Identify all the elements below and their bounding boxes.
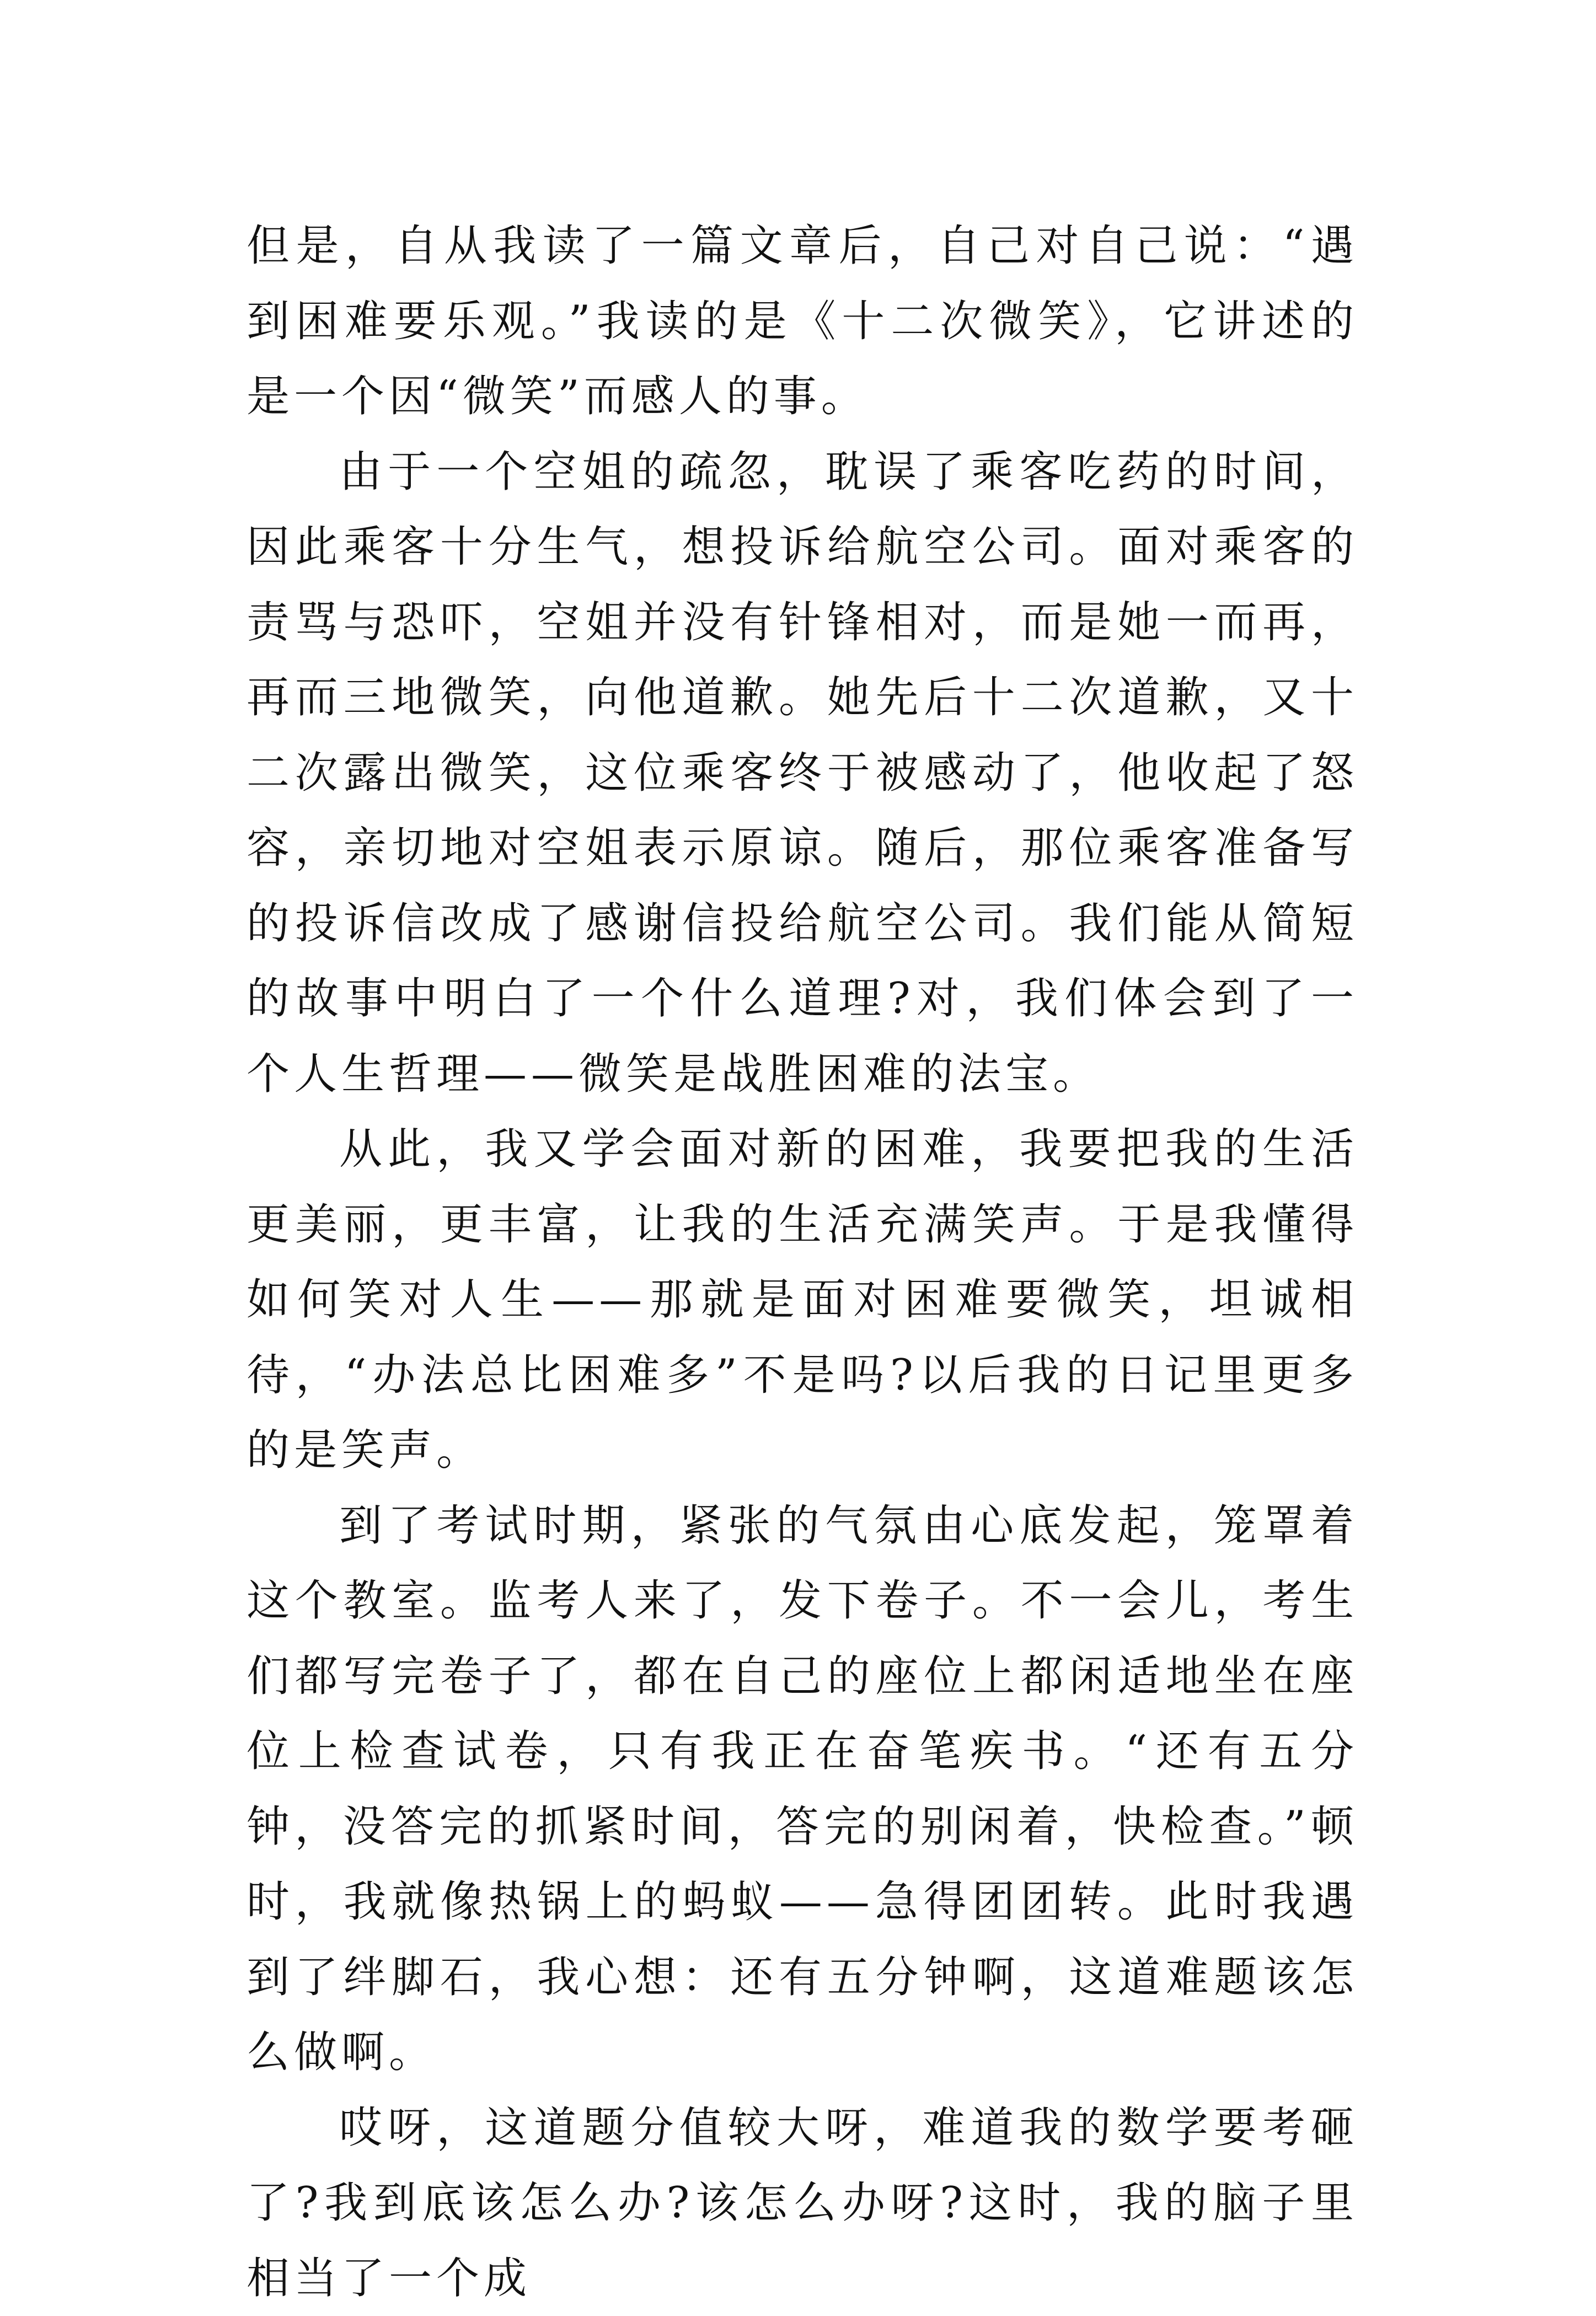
paragraph-1: 但是，自从我读了一篇文章后，自己对自己说：“遇到困难要乐观。”我读的是《十二次微笑》，它讲述的是一个因“微笑”而感人的事。 <box>247 208 1358 435</box>
paragraph-3: 从此，我又学会面对新的困难，我要把我的生活更美丽，更丰富，让我的生活充满笑声。于是我懂得如何笑对人生——那就是面对困难要微笑，坦诚相待，“办法总比困难多”不是吗?以后我的日记里更多的是笑声。 <box>247 1112 1358 1488</box>
paragraph-2: 由于一个空姐的疏忽，耽误了乘客吃药的时间，因此乘客十分生气，想投诉给航空公司。面对乘客的责骂与恐吓，空姐并没有针锋相对，而是她一而再，再而三地微笑，向他道歉。她先后十二次道歉，又十二次露出微笑，这位乘客终于被感动了，他收起了怒容，亲切地对空姐表示原谅。随后，那位乘客准备写的投诉信改成了感谢信投给航空公司。我们能从简短的故事中明白了一个什么道理?对，我们体会到了一个人生哲理——微笑是战胜困难的法宝。 <box>247 435 1358 1112</box>
paragraph-4: 到了考试时期，紧张的气氛由心底发起，笼罩着这个教室。监考人来了，发下卷子。不一会儿，考生们都写完卷子了，都在自己的座位上都闲适地坐在座位上检查试卷，只有我正在奋笔疾书。“还有五分钟，没答完的抓紧时间，答完的别闲着，快检查。”顿时，我就像热锅上的蚂蚁——急得团团转。此时我遇到了绊脚石，我心想：还有五分钟啊，这道难题该怎么做啊。 <box>247 1488 1358 2090</box>
document-body <box>247 208 1358 2316</box>
paragraph-5: 哎呀，这道题分值较大呀，难道我的数学要考砸了?我到底该怎么办?该怎么办呀?这时，我的脑子里相当了一个成 <box>247 2090 1358 2316</box>
